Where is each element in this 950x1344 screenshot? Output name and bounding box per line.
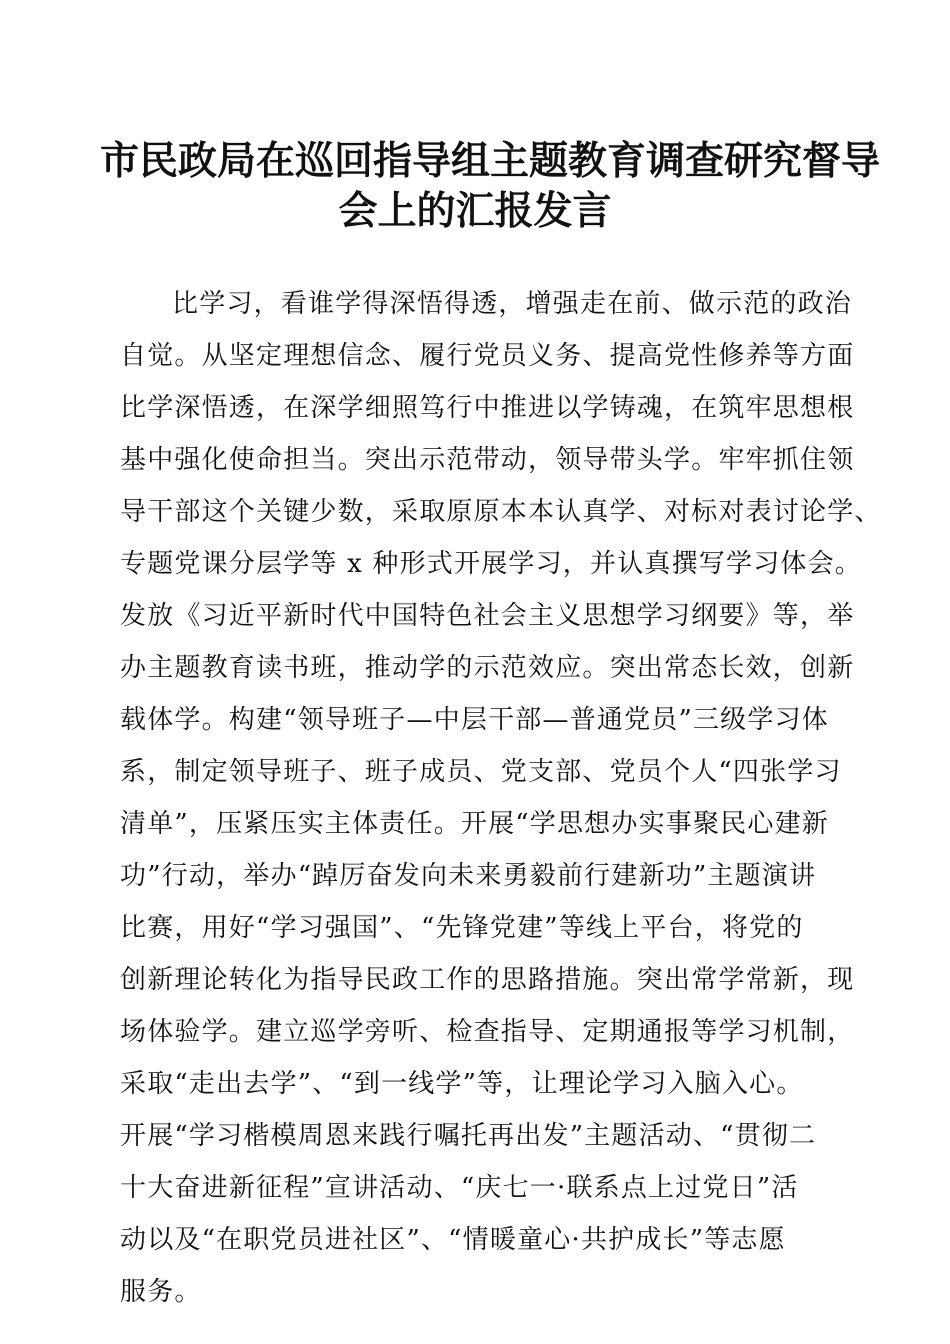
paragraph-line: 系，制定领导班子、班子成员、党支部、党员个人“四张学习	[120, 757, 842, 787]
paragraph-line: 清单”，压紧压实主体责任。开展“学思想办实事聚民心建新	[120, 809, 829, 839]
title-line: 会上的汇报发言	[338, 188, 612, 234]
document-title	[100, 136, 881, 236]
paragraph-line: 导干部这个关键少数，采取原原本本认真学、对标对表讨论学、	[120, 497, 882, 527]
paragraph-line: 采取“走出去学”、“到一线学”等，让理论学习入脑入心。	[120, 1069, 804, 1099]
paragraph-line: 发放《习近平新时代中国特色社会主义思想学习纲要》等，举	[120, 601, 855, 631]
paragraph-line: 比赛，用好“学习强国”、“先锋党建”等线上平台，将党的	[120, 913, 804, 943]
paragraph-line: 自觉。从坚定理想信念、履行党员义务、提高党性修养等方面	[120, 341, 855, 371]
paragraph-line: 功”行动，举办“踔厉奋发向未来勇毅前行建新功”主题演讲	[120, 861, 817, 891]
paragraph-line: 基中强化使命担当。突出示范带动，领导带头学。牢牢抓住领	[120, 445, 855, 475]
paragraph-line: 专题党课分层学等 x 种形式开展学习，并认真撰写学习体会。	[120, 549, 862, 579]
paragraph-line: 服务。	[120, 1277, 202, 1307]
paragraph-line: 创新理论转化为指导民政工作的思路措施。突出常学常新，现	[120, 965, 855, 995]
paragraph-line: 办主题教育读书班，推动学的示范效应。突出常态长效，创新	[120, 653, 855, 683]
paragraph-line: 比学深悟透，在深学细照笃行中推进以学铸魂，在筑牢思想根	[120, 393, 855, 423]
paragraph-line: 十大奋进新征程”宣讲活动、“庆七一·联系点上过党日”活	[120, 1173, 799, 1203]
paragraph-line: 载体学。构建“领导班子—中层干部—普通党员”三级学习体	[120, 705, 829, 735]
paragraph-line: 开展“学习楷模周恩来践行嘱托再出发”主题活动、“贯彻二	[120, 1121, 817, 1151]
paragraph-line: 比学习，看谁学得深悟得透，增强走在前、做示范的政治	[172, 289, 853, 319]
title-line: 市民政局在巡回指导组主题教育调查研究督导	[100, 138, 881, 184]
paragraph-line: 动以及“在职党员进社区”、“情暖童心·共护成长”等志愿	[120, 1225, 786, 1255]
paragraph-line: 场体验学。建立巡学旁听、检查指导、定期通报等学习机制，	[120, 1017, 855, 1047]
body-paragraph	[120, 278, 882, 1318]
